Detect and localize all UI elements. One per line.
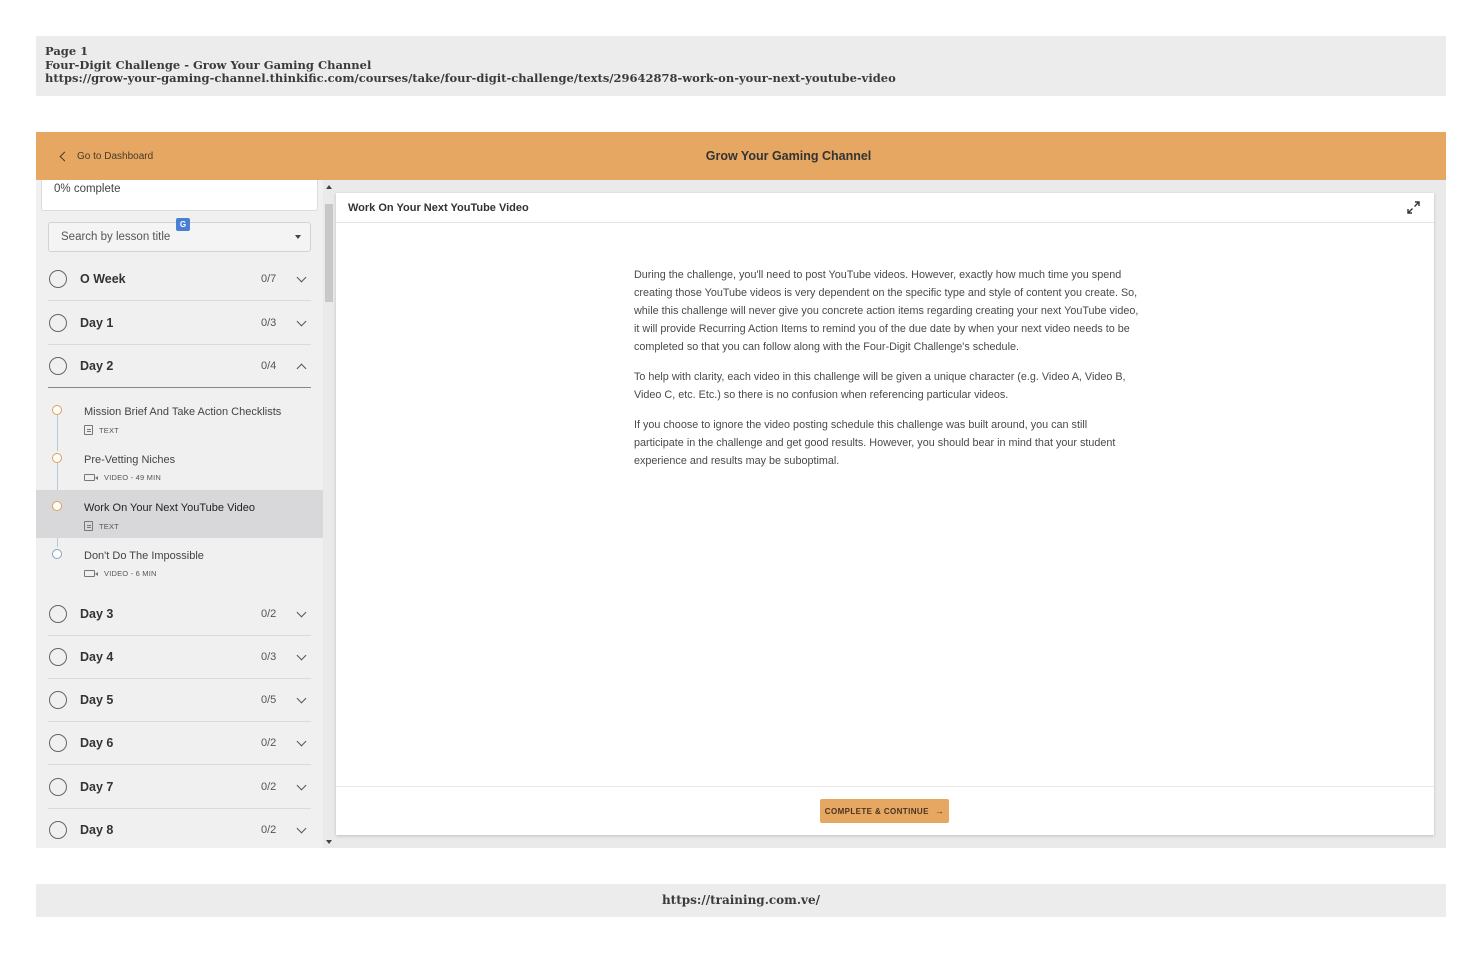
progress-circle-icon	[49, 270, 67, 288]
chapter-title: Day 4	[80, 650, 114, 664]
chevron-up-icon	[297, 364, 307, 374]
lesson-status-icon	[52, 453, 62, 463]
chapter-day-8[interactable]	[48, 809, 311, 848]
lesson-type: VIDEO - 49 MIN	[104, 473, 161, 482]
lesson-meta	[84, 473, 161, 482]
chapter-title: Day 5	[80, 693, 114, 707]
lesson-item[interactable]	[36, 394, 323, 442]
progress-circle-icon	[49, 605, 67, 623]
chapter-count: 0/2	[261, 824, 277, 836]
lesson-status-icon	[52, 549, 62, 559]
progress-circle-icon	[49, 821, 67, 839]
chapter-title: Day 7	[80, 780, 114, 794]
lesson-title: Work On Your Next YouTube Video	[84, 502, 256, 514]
scroll-down-icon[interactable]	[326, 840, 332, 844]
chapter-day-2[interactable]	[48, 345, 311, 388]
lesson-content-panel	[336, 193, 1434, 835]
top-bar	[36, 132, 1446, 180]
chevron-down-icon	[297, 781, 307, 791]
chapter-count: 0/4	[261, 360, 277, 372]
lesson-type: TEXT	[99, 425, 119, 435]
lesson-meta	[84, 521, 119, 531]
chevron-down-icon	[297, 651, 307, 661]
lesson-status-icon	[52, 501, 62, 511]
course-sidebar	[36, 180, 323, 848]
chevron-down-icon	[297, 694, 307, 704]
content-header	[336, 193, 1434, 223]
search-placeholder: Search by lesson title	[61, 231, 171, 243]
lesson-heading: Work On Your Next YouTube Video	[348, 202, 529, 214]
lesson-type: TEXT	[99, 521, 119, 531]
progress-circle-icon	[49, 648, 67, 666]
lesson-item[interactable]	[36, 442, 323, 490]
lesson-item[interactable]	[36, 538, 323, 586]
lesson-title: Don't Do The Impossible	[84, 550, 204, 562]
video-icon	[84, 474, 95, 481]
progress-text: 0% complete	[54, 183, 121, 195]
chapter-day-6[interactable]	[48, 722, 311, 765]
video-icon	[84, 570, 95, 577]
lesson-title: Pre-Vetting Niches	[84, 454, 176, 466]
print-footer	[36, 884, 1446, 917]
chapter-title: Day 3	[80, 607, 114, 621]
chapter-count: 0/2	[261, 781, 277, 793]
print-header	[36, 36, 1446, 96]
caret-down-icon	[295, 235, 301, 239]
chapter-count: 0/2	[261, 737, 277, 749]
lesson-type: VIDEO - 6 MIN	[104, 569, 157, 578]
chapter-title: Day 6	[80, 736, 114, 750]
progress-indicator	[41, 180, 318, 211]
chapter-count: 0/5	[261, 694, 277, 706]
expand-icon[interactable]	[1407, 201, 1420, 214]
page-label: Page 1	[45, 44, 89, 58]
progress-circle-icon	[49, 734, 67, 752]
chapter-count: 0/2	[261, 608, 277, 620]
chapter-day-5[interactable]	[48, 679, 311, 722]
document-icon	[84, 425, 93, 435]
chapter-title: Day 8	[80, 823, 114, 837]
page-url: https://grow-your-gaming-channel.thinkific.com/courses/take/four-digit-challenge/texts/29642878-work-on-your-next-youtube-video	[45, 71, 896, 85]
back-link-label: Go to Dashboard	[77, 150, 154, 162]
chevron-down-icon	[297, 737, 307, 747]
lesson-meta	[84, 569, 157, 578]
arrow-right-icon: →	[934, 806, 945, 816]
chapter-o-week[interactable]	[48, 258, 311, 301]
document-icon	[84, 521, 93, 531]
chevron-down-icon	[297, 273, 307, 283]
document-title: Four-Digit Challenge - Grow Your Gaming Channel	[45, 57, 372, 72]
lesson-meta	[84, 425, 119, 435]
lesson-paragraph: During the challenge, you'll need to post YouTube videos. However, exactly how much time you spend creating those YouTube videos is very dependent on the specific type and style of content you create. So, while this challenge will never give you concrete action items regarding creating your next YouTube video, it will provide Recurring Action Items to remind you of the due date by when your next video needs to be completed so that you can follow along with the Four-Digit Challenge's schedule.	[634, 269, 1139, 353]
footer-url: https://training.com.ve/	[661, 893, 821, 907]
lesson-paragraph: If you choose to ignore the video posting schedule this challenge was built around, you can still participate in the challenge and get good results. However, you should bear in mind that your student experience and results may be suboptimal.	[634, 419, 1116, 467]
cta-label: COMPLETE & CONTINUE	[824, 806, 929, 816]
lesson-body	[634, 266, 1139, 482]
chapter-day-7[interactable]	[48, 766, 311, 809]
lesson-title: Mission Brief And Take Action Checklists	[84, 406, 282, 418]
lesson-status-icon	[52, 405, 62, 415]
chapter-title: Day 2	[80, 359, 114, 373]
chapter-title: Day 1	[80, 316, 114, 330]
chapter-title: O Week	[80, 272, 126, 286]
chapter-count: 0/7	[261, 273, 277, 285]
sidebar-scrollbar[interactable]	[325, 184, 333, 848]
complete-and-continue-button[interactable]	[820, 799, 949, 823]
progress-circle-icon	[49, 357, 67, 375]
lesson-paragraph: To help with clarity, each video in this challenge will be given a unique character (e.g. Video A, Video B, Video C, etc. Etc.) so there is no confusion when referencing particular videos.	[634, 371, 1126, 401]
chevron-down-icon	[297, 608, 307, 618]
progress-circle-icon	[49, 314, 67, 332]
chapter-day-4[interactable]	[48, 636, 311, 679]
progress-circle-icon	[49, 778, 67, 796]
translate-icon[interactable]: G	[176, 218, 190, 231]
progress-circle-icon	[49, 691, 67, 709]
content-footer	[336, 786, 1434, 835]
scrollbar-thumb[interactable]	[325, 204, 333, 302]
chevron-down-icon	[297, 824, 307, 834]
scroll-up-icon[interactable]	[326, 185, 332, 189]
chapter-count: 0/3	[261, 317, 277, 329]
course-title: Grow Your Gaming Channel	[705, 149, 872, 163]
chevron-down-icon	[297, 317, 307, 327]
chapter-count: 0/3	[261, 651, 277, 663]
chapter-day-3[interactable]	[48, 593, 311, 636]
course-player	[36, 132, 1446, 848]
lesson-item-active[interactable]	[36, 490, 323, 538]
chapter-day-1[interactable]	[48, 302, 311, 345]
